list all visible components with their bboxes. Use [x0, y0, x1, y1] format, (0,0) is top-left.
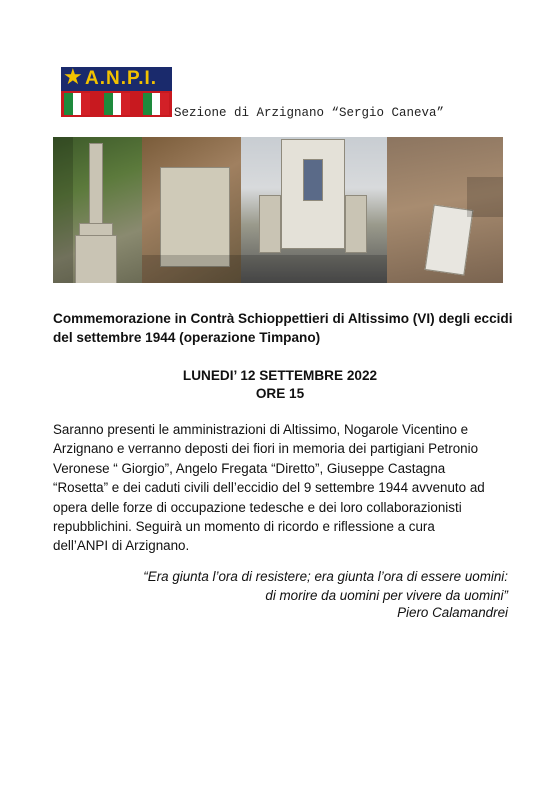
section-name: Sezione di Arzignano “Sergio Caneva”: [174, 106, 445, 120]
italian-flag-icon: [143, 93, 169, 115]
description-line: Saranno presenti le amministrazioni di Altissimo, Nogarole Vicentino e: [53, 422, 469, 437]
quote-line: “Era giunta l’ora di resistere; era giunta l’ora di essere uomini:: [143, 569, 508, 584]
quote: [143, 567, 508, 605]
quote-author: Piero Calamandrei: [397, 605, 508, 620]
description-line: opera delle forze di occupazione tedesche e dei loro collaborazionisti: [53, 499, 462, 515]
description-line: repubblichini. Seguirà un momento di ricordo e riflessione a cura: [53, 519, 435, 535]
description-line: Veronese “ Giorgio”, Angelo Fregata “Diretto”, Giuseppe Castagna: [53, 460, 446, 476]
event-time: ORE 15: [255, 386, 305, 401]
italian-flag-icon: [64, 93, 90, 115]
star-icon: ★: [63, 65, 83, 90]
description-line: Arzignano e verranno deposti dei fiori in memoria dei partigiani Petronio: [53, 441, 479, 457]
photo-strip: [53, 137, 503, 283]
logo-text: A.N.P.I.: [85, 68, 158, 89]
event-description: [53, 420, 515, 556]
chapel-memorial-photo: [241, 137, 387, 283]
memorial-plaque-photo: [387, 137, 503, 283]
description-line: “Rosetta” e dei caduti civili dell’eccidio del 9 settembre 1944 avvenuto ad: [53, 480, 485, 496]
memorial-column-photo: [53, 137, 142, 283]
event-title: Commemorazione in Contrà Schioppettieri di Altissimo (VI) degli eccidi del settembre 1944 (operazione Timpano): [53, 311, 513, 345]
memorial-stone-photo: [142, 137, 241, 283]
description-line: dell’ANPI di Arzignano.: [53, 538, 190, 554]
event-date: LUNEDI’ 12 SETTEMBRE 2022: [182, 368, 378, 383]
anpi-logo: [61, 67, 172, 117]
italian-flag-icon: [104, 93, 130, 115]
quote-line: di morire da uomini per vivere da uomini”: [265, 588, 508, 603]
